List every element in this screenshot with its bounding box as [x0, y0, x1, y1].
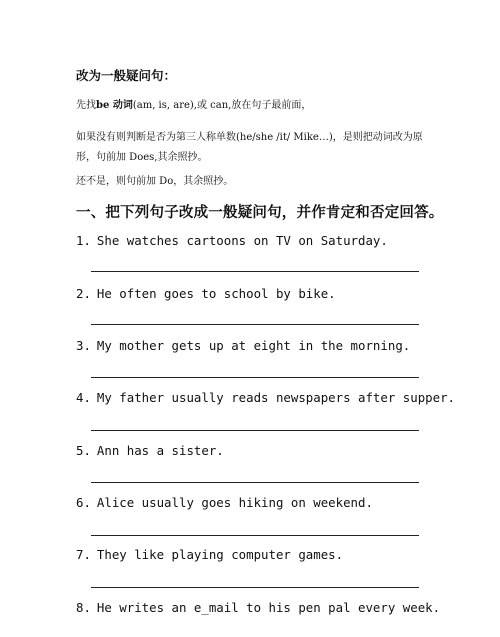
exercise-item: [76, 547, 343, 562]
exercise-number: 6.: [76, 495, 91, 510]
exercise-number: 5.: [76, 443, 91, 458]
rule-1: [76, 96, 426, 116]
exercise-number: 1.: [76, 233, 91, 248]
exercise-sentence: They like playing computer games.: [96, 547, 344, 562]
exercise-sentence: My father usually reads newspapers after supper.: [96, 390, 455, 405]
exercise-number: 7.: [76, 547, 91, 562]
rule-3: 还不是，则句前加 Do，其余照抄。: [76, 176, 234, 187]
answer-line[interactable]: [91, 535, 419, 536]
exercise-number: 8.: [76, 600, 91, 615]
answer-line[interactable]: [91, 587, 419, 588]
exercise-sentence: He writes an e_mail to his pen pal every week.: [96, 600, 441, 615]
exercise-item: [76, 495, 373, 510]
exercise-item: [76, 600, 440, 615]
exercise-item: [76, 443, 224, 458]
section-heading: 一、把下列句子改成一般疑问句，并作肯定和否定回答。: [76, 205, 444, 221]
exercise-sentence: She watches cartoons on TV on Saturday.: [96, 233, 388, 248]
exercise-number: 2.: [76, 286, 91, 301]
exercise-item: [76, 338, 410, 353]
answer-line[interactable]: [91, 430, 419, 431]
exercise-sentence: He often goes to school by bike.: [96, 286, 336, 301]
exercise-number: 3.: [76, 338, 91, 353]
exercise-sentence: Ann has a sister.: [96, 443, 224, 458]
exercise-item: [76, 390, 455, 405]
exercise-sentence: My mother gets up at eight in the morning.: [96, 338, 411, 353]
page-title: 改为一般疑问句：: [76, 68, 177, 83]
exercise-item: [76, 286, 336, 301]
answer-line[interactable]: [91, 482, 419, 483]
exercise-sentence: Alice usually goes hiking on weekend.: [96, 495, 373, 510]
exercise-number: 4.: [76, 390, 91, 405]
rule-2: 如果没有则判断是否为第三人称单数(he/she /it/ Mike…)，是则把动词改为原形，句前加 Does,其余照抄。: [76, 132, 423, 163]
answer-line[interactable]: [91, 271, 419, 272]
exercise-item: [76, 233, 388, 248]
rule-1-suffix: (am, is, are),或 can,放在句子最前面，: [132, 100, 312, 111]
answer-line[interactable]: [91, 377, 419, 378]
answer-line[interactable]: [91, 324, 419, 325]
rule-1-prefix: 先找: [76, 100, 96, 111]
rule-1-emphasis: be 动词: [96, 100, 133, 111]
